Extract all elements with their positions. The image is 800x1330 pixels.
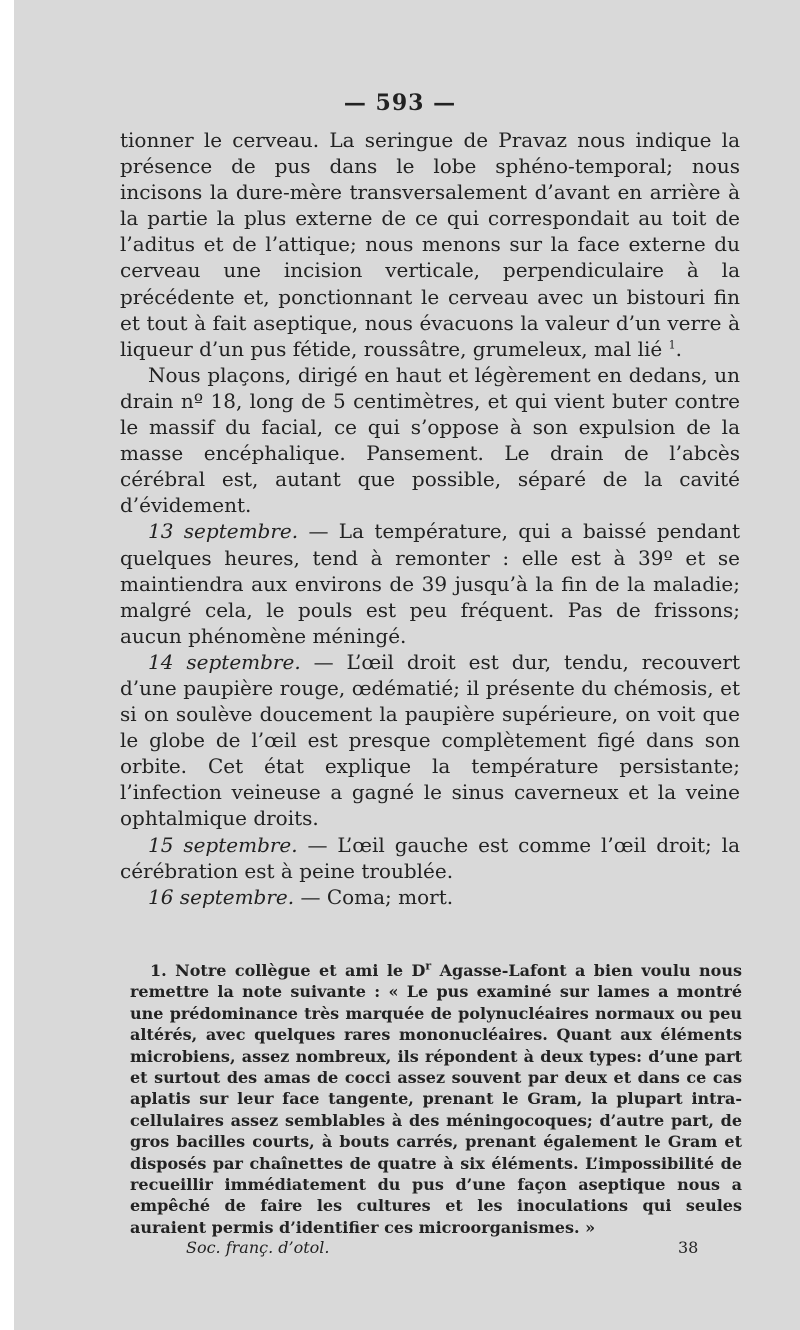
paragraph-4 — [120, 649, 740, 832]
body-text — [120, 127, 740, 910]
paragraph-4-text: — L’œil droit est dur, tendu, recouvert d’une paupière rouge, œdématié; il présente du chémosis, et si on soulève doucement la paupière supérieure, on voit que le globe de l’œil est presque complètement figé dans son orbite. Cet état explique la température persistante; l’infection veineuse a gagné le sinus caverneux et la veine ophtalmique droits. — [120, 649, 740, 831]
date-13-septembre: 13 septembre. — [148, 519, 299, 544]
footnote-text-b: Agasse-Lafont a bien voulu nous remettre la note suivante : « Le pus examiné sur lames a montré une prédominance très marquée de polynucléaires normaux ou peu altérés, avec quelques rares mononucléaires. Quant aux éléments microbiens, assez nombreux, ils répondent à deux types: d’une part et surtout des amas de cocci assez souvent par deux et dans ce cas aplatis sur leur face tangente, prenant le Gram, la plupart intra-cellulaires assez semblables à des méningocoques; d’autre part, de gros bacilles courts, à bouts carrés, prenant également le Gram et disposés par chaînettes de quatre à six éléments. L’impossibilité de recueillir immédiatement du pus d’une façon aseptique nous a empêché de faire les cultures et les inoculations qui seules auraient permis d’identifier ces microorganismes. » — [130, 961, 742, 1237]
page-footer — [186, 1238, 706, 1257]
journal-name: Soc. franç. d’otol. — [186, 1238, 330, 1257]
footnote-reference: 1 — [668, 338, 676, 352]
paragraph-1-end: . — [675, 336, 682, 361]
paragraph-1-text: tionner le cerveau. La seringue de Pravaz nous indique la présence de pus dans le lobe sphéno-temporal; nous incisons la dure-mère transversalement d’avant en arrière à la partie la plus externe de ce qui correspondait au toit de l’aditus et de l’attique; nous menons sur la face externe du cerveau une incision verticale, perpendiculaire à la précédente et, ponctionnant le cerveau avec un bistouri fin et tout à fait aseptique, nous évacuons la valeur d’un verre à liqueur d’un pus fétide, roussâtre, grumeleux, mal lié — [120, 128, 740, 361]
paragraph-5-text: — L’œil gauche est comme l’œil droit; la cérébration est à peine troublée. — [120, 832, 740, 883]
paragraph-5 — [120, 832, 740, 884]
page-number: — 593 — — [343, 90, 457, 116]
paragraph-1 — [120, 127, 740, 362]
footnote — [130, 960, 742, 1238]
paragraph-6-text: — Coma; mort. — [294, 884, 454, 909]
date-16-septembre: 16 septembre. — [148, 884, 295, 909]
paragraph-2: Nous plaçons, dirigé en haut et légèrement en dedans, un drain nº 18, long de 5 centimètres, et qui vient buter contre le massif du facial, ce qui s’oppose à son expulsion de la masse encéphalique. Pansement. Le drain de l’abcès cérébral est, autant que possible, séparé de la cavité d’évidement. — [120, 362, 740, 518]
paragraph-3-text: — La température, qui a baissé pendant quelques heures, tend à remonter : elle est à 39º et se maintiendra aux environs de 39 jusqu’à la fin de la maladie; malgré cela, le pouls est peu fréquent. Pas de frissons; aucun phénomène méningé. — [120, 519, 740, 648]
paragraph-3 — [120, 518, 740, 648]
paragraph-6 — [120, 884, 740, 910]
date-14-septembre: 14 septembre. — [148, 649, 301, 674]
date-15-septembre: 15 septembre. — [148, 832, 298, 857]
footnote-superscript: r — [425, 959, 432, 973]
footnote-text-a: 1. Notre collègue et ami le D — [150, 961, 426, 980]
signature-mark: 38 — [678, 1238, 699, 1257]
